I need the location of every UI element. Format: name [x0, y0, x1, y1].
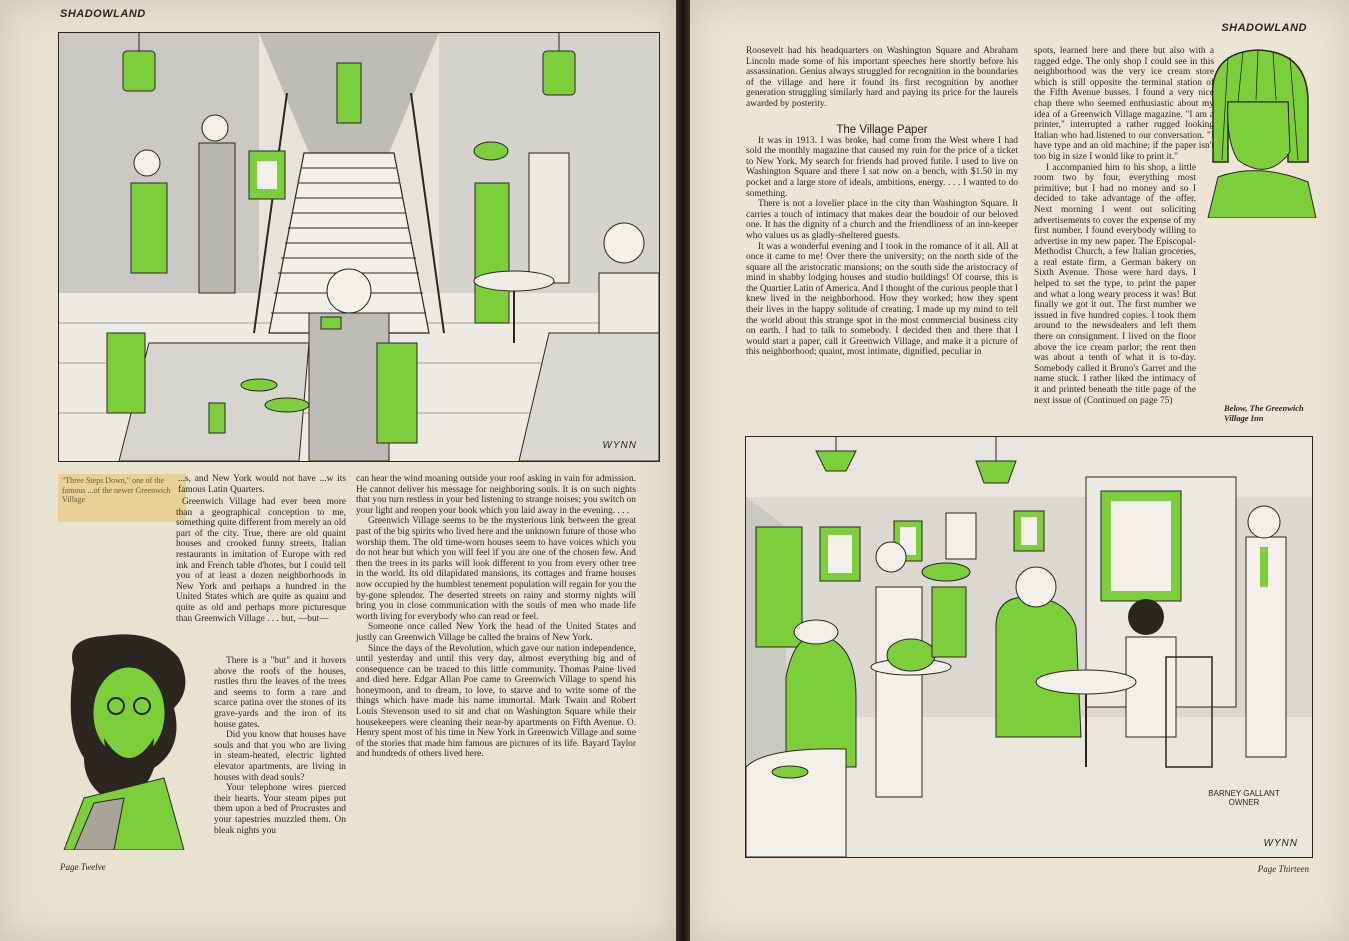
folio-left: Page Twelve [60, 862, 106, 872]
right-column-1 [746, 46, 1018, 358]
right-col2-p0: spots, learned here and there but also with a ragged edge. The only shop I could see in this neighborhood was the very ice cream store which is still opposite the terminal station of the Fifth Avenue busses. I found a very nice chap there who seemed enthusiastic about my idea of a Greenwich Village magazine. "I am a printer," interrupted a rather rugged looking Italian who had listened to our conversation. "I have type and an old machine; if the paper isn't too big in size I would like to print it." [1034, 46, 1214, 162]
illustration-three-steps-down [58, 32, 660, 462]
left-lead-fragment [178, 474, 346, 495]
right-col1-p2: There is not a lovelier place in the city than Washington Square. It carries a touch of intimacy that makes dear the boudoir of our beloved one. It has the dignity of a church and the friendliness of an inn-keeper who values us as gladly-sheltered guests. [746, 199, 1018, 241]
page-gutter [676, 0, 690, 941]
left-column-2 [356, 474, 636, 760]
left-col1-p4: Your telephone wires pierced their hearts. Your steam pipes put them upon a bed of Procrustes and your tapestries muzzled them. On bleak nights you [214, 783, 346, 836]
inn-caption: Below, The Greenwich Village Inn [1224, 403, 1304, 423]
owner-label [1204, 789, 1284, 807]
left-column-1-top [58, 497, 346, 624]
masthead-left: SHADOWLAND [60, 8, 146, 20]
folio-right: Page Thirteen [1257, 864, 1309, 874]
right-col1-p0: Roosevelt had his headquarters on Washington Square and Abraham Lincoln made some of his important speeches here shortly before his assassination. Genius always struggled for recognition in the boundaries of the village and here it found its first recognition by another generation struggling similarly hard and paying its price for the laurels awarded by posterity. [746, 46, 1018, 109]
left-col2-p2: Greenwich Village seems to be the mysterious link between the great past of the big spirits who lived here and the unknown future of those who worship them. The old time-worn houses seem to have voices which you do not hear but which you will feel if you are one of the chosen few. And then the trees in its parks will look different to you from every other tree in the world. Its old dilapidated mansions, its cottages and frame houses now occupied by the humblest tenement population will regain for you the by-gone splendor. The deserted streets on rainy and stormy nights will bring you in close communication with the souls of men who made life worth living for everybody who can read or feel. [356, 516, 636, 622]
left-col1-p1: Greenwich Village had ever been more than a geographical conception to me, something quite different from merely an old part of the city. True, there are old quaint houses and crooked funny streets, Italian restaurants in imitation of Europe with red ink and French table d'hotes, but I could tell you of at least a dozen neighborhoods in New York and perhaps a hundred in the United States which are quite as quaint and quite as old and perhaps more picturesque than Greenwich Village . . . but, —but— [176, 497, 346, 624]
owner-label-name: BARNEY GALLANT [1208, 789, 1280, 798]
owner-label-title: OWNER [1228, 798, 1260, 807]
taped-caption: "Three Steps Down," one of the famous ...of the newer Greenwich Village [58, 474, 186, 522]
left-col1-p3: Did you know that houses have souls and that you who are living in steam-heated, electric lighted elevator apartments, are living in houses with dead souls? [214, 730, 346, 783]
caricature-bearded-man [54, 628, 198, 850]
illustration-greenwich-village-inn [745, 436, 1313, 858]
masthead-right: SHADOWLAND [1221, 22, 1307, 34]
right-col1-p1: It was in 1913. I was broke, had come from the West where I had sold the monthly magazine that caused my ruin for the price of a ticket to New York. My search for friends had proved futile. I used to live on Washington Square and there I sat now on a bench, with $1.50 in my pocket and a large store of ideals, ambitions, energy. . . . I wanted to do something. [746, 135, 1018, 199]
artist-signature-left: WYNN [602, 440, 637, 451]
left-col2-p4: Since the days of the Revolution, which gave our nation independence, until yesterday and until this very day, almost everything big and of consequence can be traced to this little community. Thomas Paine lived and died here. Edgar Allan Poe came to Greenwich Village to spend his honeymoon, and to dream, to love, to starve and to write some of the things which have made his name immortal. Mark Twain and Robert Louis Stevenson used to sit and chat on Washington Square while their housekeepers were cleaning their near-by apartments on Fifth Avenue. O. Henry spent most of his time in New York in Greenwich Village and some of the stories that made him famous are pictures of its life. Bayard Taylor and hundreds of others lived here. [356, 643, 636, 760]
left-col2-p1: can hear the wind moaning outside your roof asking in vain for admission. He cannot deliver his message for neighboring souls. It is on such nights that you turn restless in your bed listening to strange noises; you switch on your light and reopen your book which you laid away in the evening. . . . [356, 474, 636, 516]
right-col2-p1: I accompanied him to his shop, a little room two by four, everything most primitive; but I had no money and so I decided to take advantage of the offer. Next morning I went out soliciting advertisements to cover the expense of my first number. I found everybody willing to advertise in my new paper. The Episcopal-Methodist Church, a few Italian groceries, a real estate firm, a German bakery on Sixth Avenue. Those were hard days. I helped to set the type, to print the paper and what a long weary process it was! But finally we got it out. The first number we issued in five hundred copies. I took them around to the newsdealers and left them there on consignment. I lived on the floor above the ice cream parlor; the rent then was about a tenth of what it is to-day. Somebody called it Bruno's Garret and the name stuck. I rather liked the intimacy of it and printed beneath the title page of the next issue of (Continued on page 75) [1034, 162, 1196, 406]
right-page [690, 0, 1349, 941]
lead-fragment-text: ...s, and New York would not have ...w its famous Latin Quarters. [178, 474, 346, 495]
right-col1-p3: It was a wonderful evening and I took in the romance of it all. All at once it came to me! Over there the university; on the north side of the square all the aristocratic mansions; on the south side the aristocracy of mind in shabby lodging houses and studio buildings! Of course, this is the Quartier Latin of America. And I thought of the curious people that I knew lived in the neighborhood. How they worked; how they spent their lives in the happy solitude of creating. I made up my mind to tell the world about this strange spot in the most commercial business city on earth. I had to talk to somebody. I decided then and there that I would start a paper, call it Greenwich Village, and make it a picture of this neighborhood; quaint, most intimate, dignified, peculiar in [746, 241, 1018, 358]
subhead-village-paper: The Village Paper [836, 124, 928, 136]
left-col2-p3: Someone once called New York the head of the United States and justly can Greenwich Village be called the brains of New York. [356, 622, 636, 643]
artist-signature-right: WYNN [1263, 838, 1298, 849]
right-column-2 [1034, 46, 1292, 406]
left-col1-p2: There is a "but" and it hovers above the roofs of the houses, rustles thru the leaves of the trees and seems to form a rare and scarce patina over the stones of its grave-yards and the iron of its house gates. [214, 656, 346, 730]
left-column-1-wrap [214, 656, 346, 836]
